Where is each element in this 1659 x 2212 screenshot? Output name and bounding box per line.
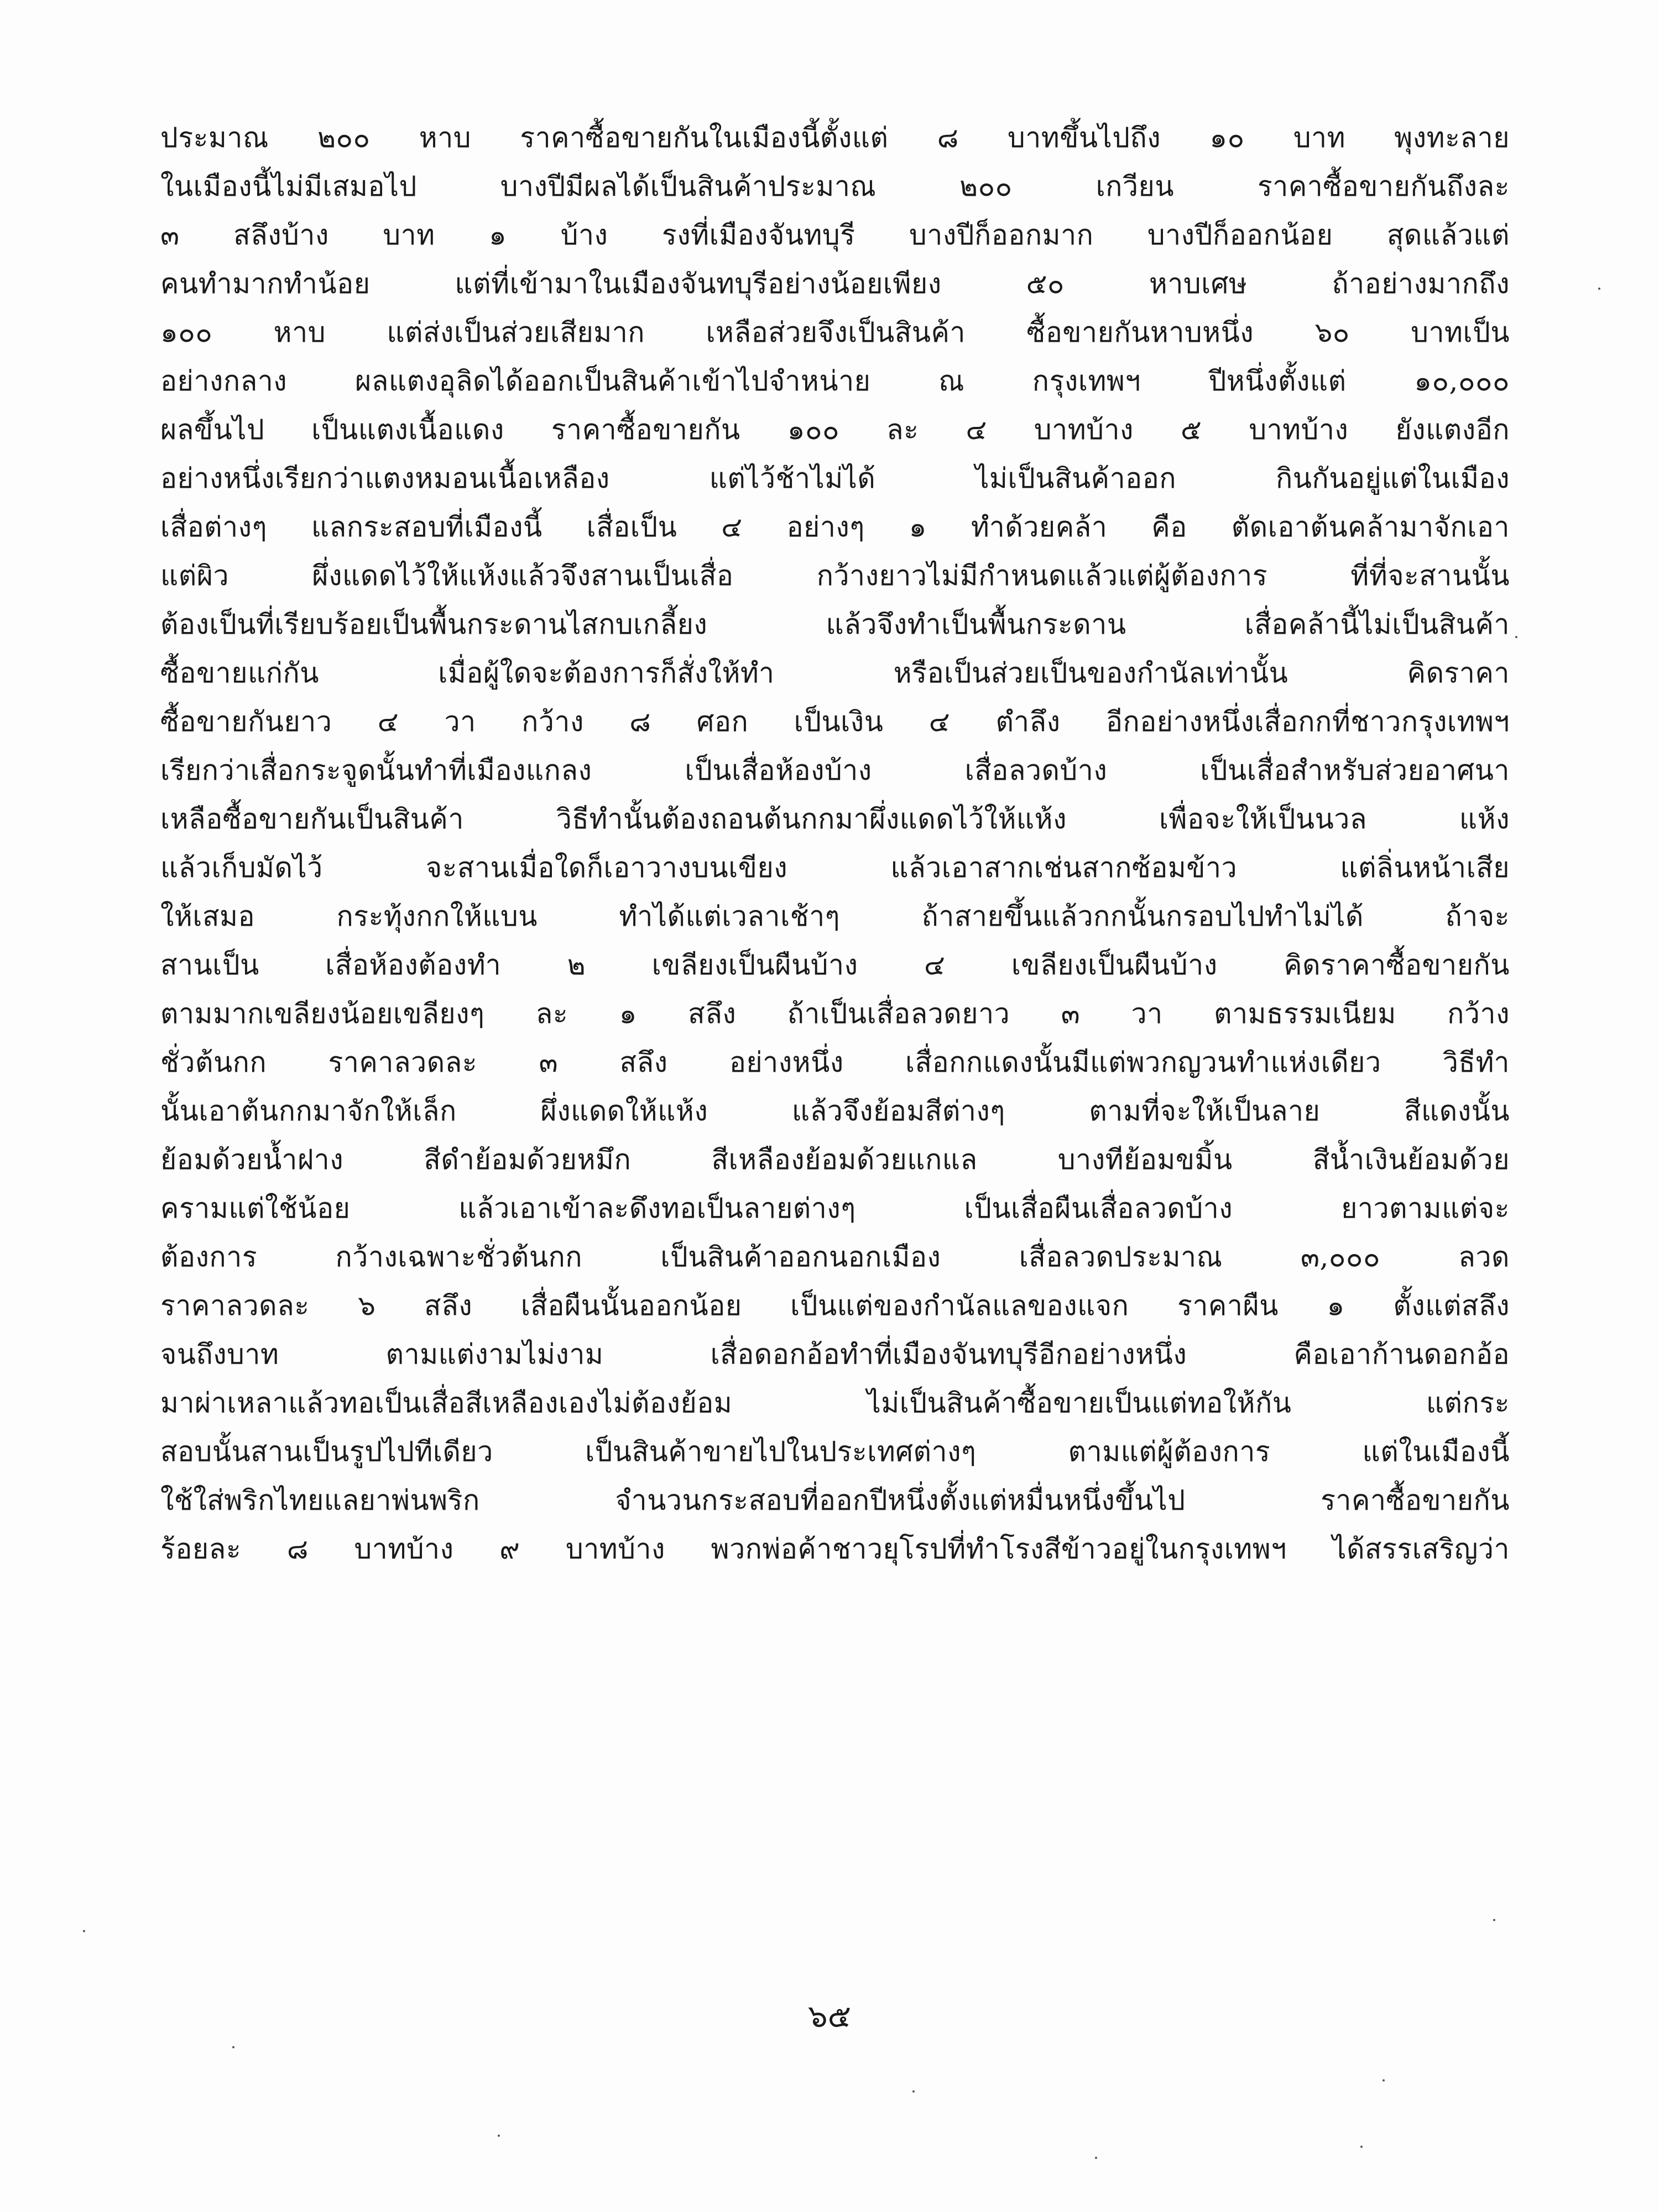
text-line: ในเมืองนี้ไม่มีเสมอไป บางปีมีผลได้เป็นสินค้าประมาณ ๒๐๐ เกวียน ราคาซื้อขายกันถึงละ <box>160 170 1510 202</box>
text-line: คนทำมากทำน้อย แต่ที่เข้ามาในเมืองจันทบุรีอย่างน้อยเพียง ๕๐ หาบเศษ ถ้าอย่างมากถึง <box>160 268 1510 300</box>
text-line: ใช้ใส่พริกไทยแลยาพ่นพริก จำนวนกระสอบที่ออกปีหนึ่งตั้งแต่หมื่นหนึ่งขึ้นไป ราคาซื้อขายกัน <box>160 1484 1510 1516</box>
text-line: ๓ สลึงบ้าง บาท ๑ บ้าง รงที่เมืองจันทบุรี บางปีก็ออกมาก บางปีก็ออกน้อย สุดแล้วแต่ <box>160 219 1510 251</box>
text-line: นั้นเอาต้นกกมาจักให้เล็ก ผึ่งแดดให้แห้ง แล้วจึงย้อมสีต่างๆ ตามที่จะให้เป็นลาย สีแดงนั้น <box>160 1095 1510 1127</box>
text-line: ประมาณ ๒๐๐ หาบ ราคาซื้อขายกันในเมืองนี้ตั้งแต่ ๘ บาทขึ้นไปถึง ๑๐ บาท พุงทะลาย <box>160 122 1510 154</box>
text-line: เหลือซื้อขายกันเป็นสินค้า วิธีทำนั้นต้องถอนต้นกกมาผึ่งแดดไว้ให้แห้ง เพื่อจะให้เป็นนวล แห้ง <box>160 803 1510 835</box>
page-number: ๖๕ <box>808 1999 851 2034</box>
text-line: เรียกว่าเสื่อกระจูดนั้นทำที่เมืองแกลง เป็นเสื่อห้องบ้าง เสื่อลวดบ้าง เป็นเสื่อสำหรับส่วยอาศนา <box>160 754 1510 786</box>
scan-speck <box>1360 2146 1363 2148</box>
text-line: ซื้อขายกันยาว ๔ วา กว้าง ๘ ศอก เป็นเงิน ๔ ตำลึง อีกอย่างหนึ่งเสื่อกกที่ชาวกรุงเทพฯ <box>160 706 1510 738</box>
text-line: ชั่วต้นกก ราคาลวดละ ๓ สลึง อย่างหนึ่ง เสื่อกกแดงนั้นมีแต่พวกญวนทำแห่งเดียว วิธีทำ <box>160 1046 1510 1078</box>
text-line: แล้วเก็บมัดไว้ จะสานเมื่อใดก็เอาวางบนเขียง แล้วเอาสากเช่นสากซ้อมข้าว แต่ลิ่นหน้าเสีย <box>160 852 1510 884</box>
text-line: มาผ่าเหลาแล้วทอเป็นเสื่อสีเหลืองเองไม่ต้องย้อม ไม่เป็นสินค้าซื้อขายเป็นแต่ทอให้กัน แต่กระ <box>160 1387 1510 1419</box>
scan-speck <box>232 2046 234 2048</box>
text-line: ตามมากเขลียงน้อยเขลียงๆ ละ ๑ สลึง ถ้าเป็นเสื่อลวดยาว ๓ วา ตามธรรมเนียม กว้าง <box>160 998 1510 1030</box>
text-line: อย่างหนึ่งเรียกว่าแตงหมอนเนื้อเหลือง แต่ไว้ช้าไม่ได้ ไม่เป็นสินค้าออก กินกันอยู่แต่ในเมือง <box>160 462 1510 494</box>
text-line: แต่ผิว ผึ่งแดดไว้ให้แห้งแล้วจึงสานเป็นเสื่อ กว้างยาวไม่มีกำหนดแล้วแต่ผู้ต้องการ ที่ที่จะสานนั้น <box>160 560 1510 592</box>
text-line: ต้องเป็นที่เรียบร้อยเป็นพื้นกระดานไสกบเกลี้ยง แล้วจึงทำเป็นพื้นกระดาน เสื่อคล้านี้ไม่เป็นสินค้า <box>160 608 1510 640</box>
text-line: ราคาลวดละ ๖ สลึง เสื่อผืนนั้นออกน้อย เป็นแต่ของกำนัลแลของแจก ราคาผืน ๑ ตั้งแต่สลึง <box>160 1290 1510 1322</box>
text-line: สอบนั้นสานเป็นรูปไปทีเดียว เป็นสินค้าขายไปในประเทศต่างๆ ตามแต่ผู้ต้องการ แต่ในเมืองนี้ <box>160 1436 1510 1468</box>
scan-speck <box>83 1930 85 1932</box>
text-line: ให้เสมอ กระทุ้งกกให้แบน ทำได้แต่เวลาเช้าๆ ถ้าสายขึ้นแล้วกกนั้นกรอบไปทำไม่ได้ ถ้าจะ <box>160 900 1510 932</box>
scan-speck <box>1383 2079 1385 2081</box>
text-line: ๑๐๐ หาบ แต่ส่งเป็นส่วยเสียมาก เหลือส่วยจึงเป็นสินค้า ซื้อขายกันหาบหนึ่ง ๖๐ บาทเป็น <box>160 316 1510 348</box>
body-text <box>160 113 1510 1573</box>
text-line: ย้อมด้วยน้ำฝาง สีดำย้อมด้วยหมึก สีเหลืองย้อมด้วยแกแล บางทีย้อมขมิ้น สีน้ำเงินย้อมด้วย <box>160 1144 1510 1176</box>
text-line: ครามแต่ใช้น้อย แล้วเอาเข้าละดึงทอเป็นลายต่างๆ เป็นเสื่อผืนเสื่อลวดบ้าง ยาวตามแต่จะ <box>160 1192 1510 1224</box>
scan-speck <box>1493 1919 1495 1921</box>
text-line: ซื้อขายแก่กัน เมื่อผู้ใดจะต้องการก็สั่งให้ทำ หรือเป็นส่วยเป็นของกำนัลเท่านั้น คิดราคา <box>160 657 1510 689</box>
scan-speck <box>1515 636 1517 638</box>
text-line: เสื่อต่างๆ แลกระสอบที่เมืองนี้ เสื่อเป็น ๔ อย่างๆ ๑ ทำด้วยคล้า คือ ตัดเอาต้นคล้ามาจักเอา <box>160 511 1510 543</box>
text-line: อย่างกลาง ผลแตงอุลิดได้ออกเป็นสินค้าเข้าไปจำหน่าย ณ กรุงเทพฯ ปีหนึ่งตั้งแต่ ๑๐,๐๐๐ <box>160 365 1510 397</box>
text-line: ผลขึ้นไป เป็นแตงเนื้อแดง ราคาซื้อขายกัน ๑๐๐ ละ ๔ บาทบ้าง ๕ บาทบ้าง ยังแตงอีก <box>160 414 1510 446</box>
scan-speck <box>912 2090 915 2093</box>
text-line: สานเป็น เสื่อห้องต้องทำ ๒ เขลียงเป็นผืนบ้าง ๔ เขลียงเป็นผืนบ้าง คิดราคาซื้อขายกัน <box>160 949 1510 981</box>
text-line: ต้องการ กว้างเฉพาะชั่วต้นกก เป็นสินค้าออกนอกเมือง เสื่อลวดประมาณ ๓,๐๐๐ ลวด <box>160 1241 1510 1273</box>
scan-speck <box>1598 288 1600 290</box>
scan-speck <box>498 2135 500 2137</box>
text-line: จนถึงบาท ตามแต่งามไม่งาม เสื่อดอกอ้อทำที่เมืองจันทบุรีอีกอย่างหนึ่ง คือเอาก้านดอกอ้อ <box>160 1338 1510 1370</box>
text-line: ร้อยละ ๘ บาทบ้าง ๙ บาทบ้าง พวกพ่อค้าชาวยุโรปที่ทำโรงสีข้าวอยู่ในกรุงเทพฯ ได้สรรเสริญว่า <box>160 1533 1510 1565</box>
scan-speck <box>1095 2157 1097 2159</box>
